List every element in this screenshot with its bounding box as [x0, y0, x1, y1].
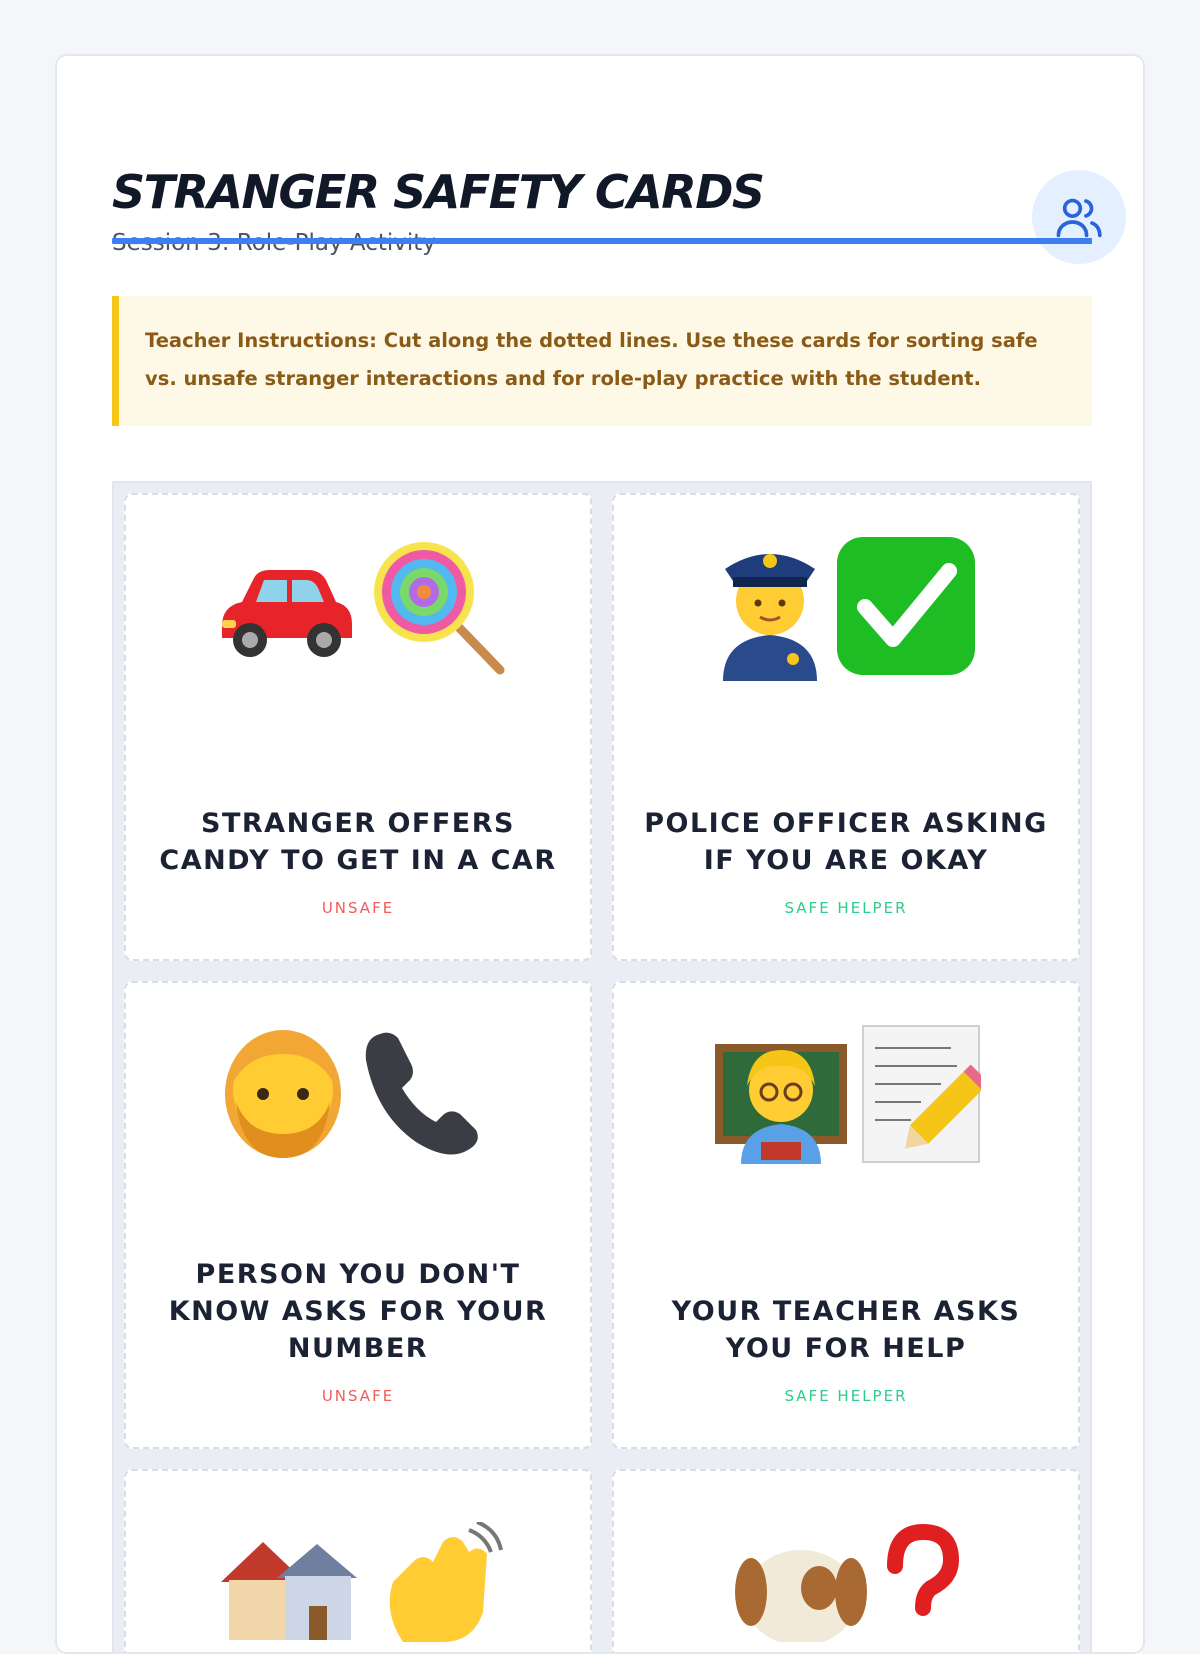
card-illustration	[614, 1507, 1078, 1654]
card-label: PERSON YOU DON'T KNOW ASKS FOR YOUR NUMBER	[168, 1259, 548, 1364]
card-illustration	[126, 531, 590, 681]
card-neighbor-wave	[124, 1469, 592, 1654]
card-lost-dog	[612, 1469, 1080, 1654]
header-divider	[112, 238, 1092, 244]
teacher-instructions	[112, 296, 1092, 426]
card-illustration	[614, 1019, 1078, 1169]
dog-icon	[731, 1522, 871, 1642]
question-mark-icon	[881, 1522, 961, 1642]
status-badge: UNSAFE	[321, 899, 395, 917]
status-badge: UNSAFE	[321, 1387, 395, 1405]
card-label: YOUR TEACHER ASKS YOU FOR HELP	[671, 1296, 1021, 1364]
police-officer-icon	[715, 531, 825, 681]
car-icon	[208, 546, 358, 666]
check-mark-icon	[835, 535, 977, 677]
memo-icon	[861, 1024, 981, 1164]
lollipop-icon	[368, 536, 508, 676]
instructions-text: Teacher Instructions: Cut along the dotted lines. Use these cards for sorting safe vs. unsafe stranger interactions and for role-play practice with the student.	[145, 329, 1038, 390]
card-illustration	[614, 531, 1078, 681]
card-illustration	[126, 1507, 590, 1654]
telephone-receiver-icon	[358, 1024, 498, 1164]
houses-icon	[213, 1522, 363, 1642]
status-badge: SAFE HELPER	[784, 899, 908, 917]
teacher-icon	[711, 1024, 851, 1164]
card-label: POLICE OFFICER ASKING IF YOU ARE OKAY	[644, 808, 1048, 876]
card-stranger-number	[124, 981, 592, 1449]
waving-hand-icon	[373, 1522, 503, 1642]
card-label: STRANGER OFFERS CANDY TO GET IN A CAR	[159, 808, 557, 876]
card-illustration	[126, 1019, 590, 1169]
card-police-officer	[612, 493, 1080, 961]
status-badge: SAFE HELPER	[784, 1387, 908, 1405]
card-stranger-candy	[124, 493, 592, 961]
card-teacher-help	[612, 981, 1080, 1449]
worksheet-page	[55, 54, 1145, 1654]
users-icon	[1032, 170, 1126, 264]
page-title: STRANGER SAFETY CARDS	[112, 165, 764, 219]
bearded-person-icon	[218, 1024, 348, 1164]
page-header	[112, 114, 1092, 244]
card-grid	[112, 481, 1092, 1654]
